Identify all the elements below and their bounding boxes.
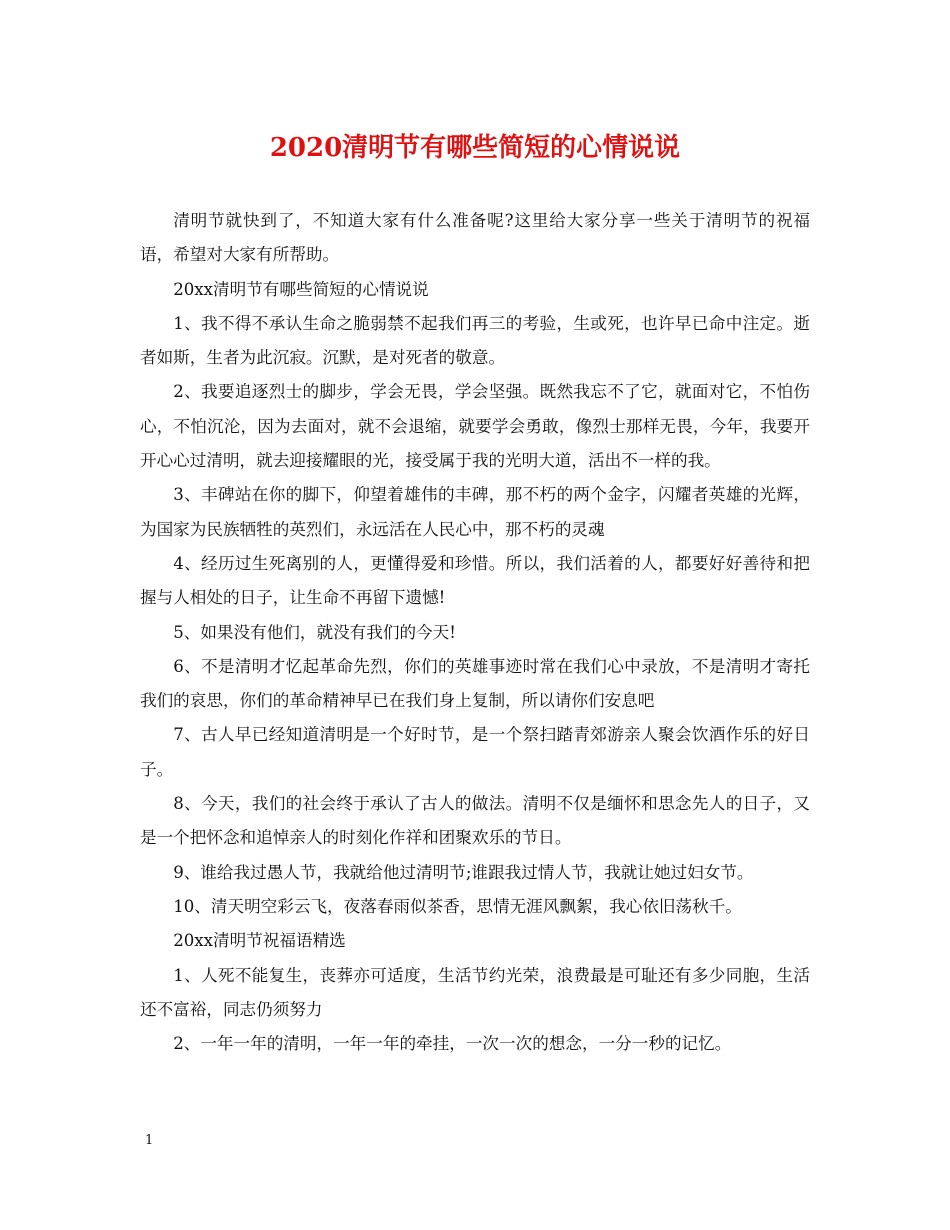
section-heading: 20xx清明节有哪些简短的心情说说 bbox=[173, 279, 429, 299]
list-item: 4、经历过生死离别的人，更懂得爱和珍惜。所以，我们活着的人，都要好好善待和把握与人相处的日子，让生命不再留下遗憾! bbox=[140, 553, 810, 608]
page-title: 2020清明节有哪些简短的心情说说 bbox=[269, 133, 681, 163]
list-item: 5、如果没有他们，就没有我们的今天! bbox=[173, 622, 456, 642]
list-item: 6、不是清明才忆起革命先烈，你们的英雄事迹时常在我们心中录放，不是清明才寄托我们的哀思，你们的革命精神早已在我们身上复制，所以请你们安息吧 bbox=[140, 656, 810, 711]
list-item: 2、我要追逐烈士的脚步，学会无畏，学会坚强。既然我忘不了它，就面对它，不怕伤心，不怕沉沦，因为去面对，就不会退缩，就要学会勇敢，像烈士那样无畏，今年，我要开开心心过清明，就去迎接耀眼的光，接受属于我的光明大道，活出不一样的我。 bbox=[140, 382, 810, 471]
list-item: 1、我不得不承认生命之脆弱禁不起我们再三的考验，生或死，也许早已命中注定。逝者如斯，生者为此沉寂。沉默，是对死者的敬意。 bbox=[140, 313, 810, 368]
list-item: 2、一年一年的清明，一年一年的牵挂，一次一次的想念，一分一秒的记忆。 bbox=[173, 1034, 732, 1054]
list-item: 10、清天明空彩云飞，夜落春雨似茶香，思情无涯风飘絮，我心依旧荡秋千。 bbox=[173, 896, 742, 916]
intro-paragraph: 清明节就快到了，不知道大家有什么准备呢?这里给大家分享一些关于清明节的祝福语，希望对大家有所帮助。 bbox=[140, 211, 810, 265]
list-item: 3、丰碑站在你的脚下，仰望着雄伟的丰碑，那不朽的两个金字，闪耀者英雄的光辉，为国家为民族牺牲的英烈们，永远活在人民心中，那不朽的灵魂 bbox=[140, 485, 810, 539]
document-body bbox=[140, 204, 810, 1061]
page-number: 1 bbox=[145, 1133, 154, 1148]
section-heading: 20xx清明节祝福语精选 bbox=[173, 931, 346, 951]
list-item: 9、谁给我过愚人节，我就给他过清明节;谁跟我过情人节，我就让她过妇女节。 bbox=[173, 862, 754, 882]
list-item: 8、今天，我们的社会终于承认了古人的做法。清明不仅是缅怀和思念先人的日子，又是一个把怀念和追悼亲人的时刻化作祥和团聚欢乐的节日。 bbox=[140, 794, 810, 848]
list-item: 7、古人早已经知道清明是一个好时节，是一个祭扫踏青郊游亲人聚会饮酒作乐的好日子。 bbox=[140, 725, 810, 779]
list-item: 1、人死不能复生，丧葬亦可适度，生活节约光荣，浪费最是可耻还有多少同胞，生活还不富裕，同志仍须努力 bbox=[140, 965, 810, 1019]
